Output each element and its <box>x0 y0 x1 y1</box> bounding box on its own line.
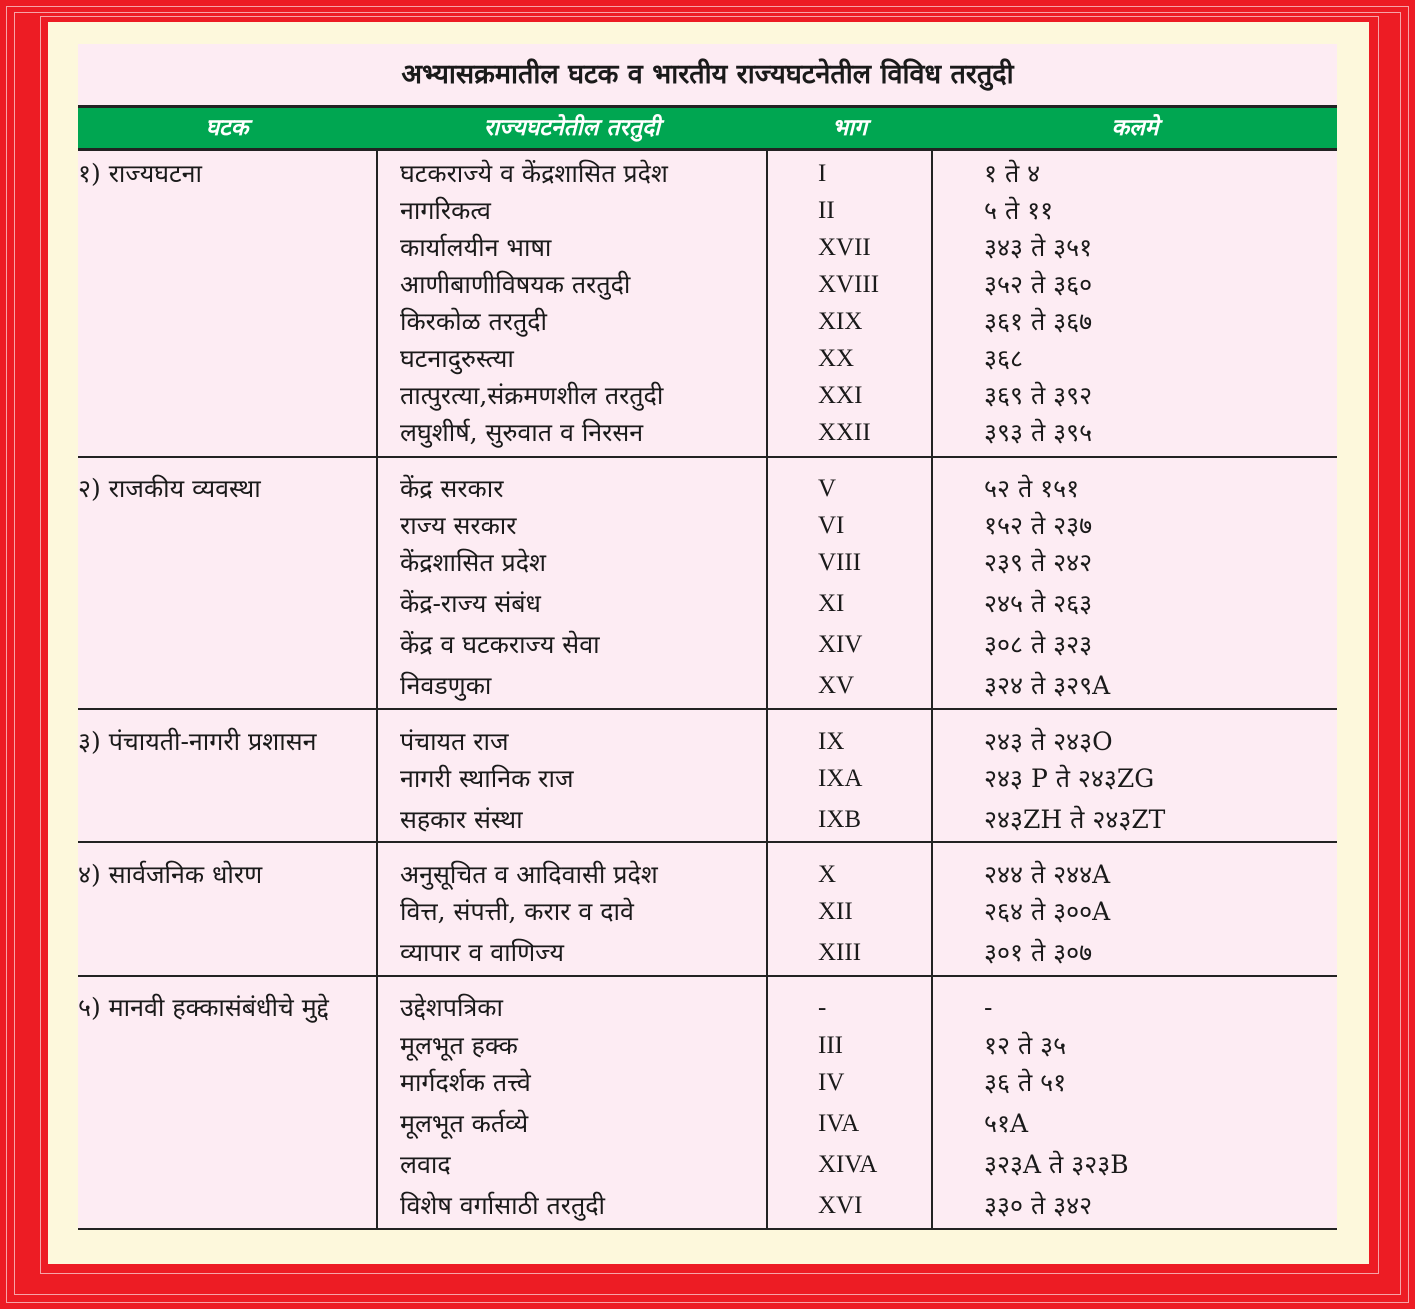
articles-cell: १ ते ४ <box>984 159 1041 188</box>
group-divider <box>78 456 1337 458</box>
part-cell: XIVA <box>818 1151 878 1178</box>
articles-cell: ५२ ते १५१ <box>984 474 1080 503</box>
header-component: घटक <box>205 115 249 141</box>
articles-cell: ३६१ ते ३६७ <box>984 307 1093 336</box>
articles-cell: २४५ ते २६३ <box>984 589 1093 618</box>
table-title: अभ्यासक्रमातील घटक व भारतीय राज्यघटनेतील विविध तरतुदी <box>401 59 1014 90</box>
provision-cell: किरकोळ तरतुदी <box>400 307 547 336</box>
provision-cell: निवडणुका <box>400 671 492 700</box>
provision-cell: केंद्र-राज्य संबंध <box>400 589 541 618</box>
provision-cell: मार्गदर्शक तत्त्वे <box>400 1068 531 1097</box>
group-divider <box>78 708 1337 710</box>
provision-cell: घटनादुरुस्त्या <box>400 344 514 373</box>
articles-cell: ३५२ ते ३६० <box>984 270 1093 299</box>
component-label: ४) सार्वजनिक धोरण <box>78 860 263 889</box>
part-cell: X <box>818 861 837 888</box>
provision-cell: विशेष वर्गासाठी तरतुदी <box>400 1191 606 1220</box>
part-cell: XIX <box>818 308 863 335</box>
articles-cell: २४४ ते २४४A <box>984 860 1111 889</box>
articles-cell: ३२४ ते ३२९A <box>984 671 1111 700</box>
part-cell: XXII <box>818 419 871 446</box>
articles-cell: २३९ ते २४२ <box>984 548 1093 577</box>
column-divider <box>376 150 378 1230</box>
articles-cell: १२ ते ३५ <box>984 1031 1067 1060</box>
provision-cell: घटकराज्ये व केंद्रशासित प्रदेश <box>400 159 668 188</box>
provision-cell: राज्य सरकार <box>400 511 517 540</box>
articles-cell: १५२ ते २३७ <box>984 511 1093 540</box>
provision-cell: वित्त, संपत्ती, करार व दावे <box>400 897 634 926</box>
part-cell: XIII <box>818 939 862 966</box>
provision-cell: नागरिकत्व <box>400 196 491 225</box>
group-divider <box>78 975 1337 977</box>
provision-cell: अनुसूचित व आदिवासी प्रदेश <box>400 860 658 889</box>
column-divider <box>931 150 933 1230</box>
part-cell: IXA <box>818 765 863 792</box>
provision-cell: लवाद <box>400 1150 451 1179</box>
component-label: ३) पंचायती-नागरी प्रशासन <box>78 727 317 756</box>
articles-cell: ३६ ते ५१ <box>984 1068 1067 1097</box>
provision-cell: मूलभूत कर्तव्ये <box>400 1109 529 1138</box>
column-divider <box>766 150 768 1230</box>
articles-cell: २४३ P ते २४३ZG <box>984 764 1155 793</box>
provision-cell: आणीबाणीविषयक तरतुदी <box>400 270 631 299</box>
part-cell: IXB <box>818 806 862 833</box>
part-cell: I <box>818 160 827 187</box>
articles-cell: ३०८ ते ३२३ <box>984 630 1093 659</box>
provision-cell: केंद्र सरकार <box>400 474 504 503</box>
provision-cell: लघुशीर्ष, सुरुवात व निरसन <box>400 418 644 447</box>
articles-cell: ३२३A ते ३२३B <box>984 1150 1129 1179</box>
part-cell: IV <box>818 1069 845 1096</box>
part-cell: XVIII <box>818 271 880 298</box>
part-cell: II <box>818 197 835 224</box>
part-cell: IVA <box>818 1110 860 1137</box>
group-divider <box>78 1228 1337 1230</box>
header-provision: राज्यघटनेतील तरतुदी <box>483 115 661 141</box>
provision-cell: कार्यालयीन भाषा <box>400 233 552 262</box>
articles-cell: ३९३ ते ३९५ <box>984 418 1093 447</box>
part-cell: VIII <box>818 549 862 576</box>
articles-cell: ३३० ते ३४२ <box>984 1191 1093 1220</box>
part-cell: III <box>818 1032 843 1059</box>
articles-cell: ३६९ ते ३९२ <box>984 381 1093 410</box>
part-cell: XXI <box>818 382 863 409</box>
provision-cell: मूलभूत हक्क <box>400 1031 518 1060</box>
provision-cell: तात्पुरत्या,संक्रमणशील तरतुदी <box>400 381 664 410</box>
table-header-row <box>78 105 1337 151</box>
part-cell: XX <box>818 345 855 372</box>
articles-cell: ३६८ <box>984 344 1024 373</box>
part-cell: - <box>818 994 827 1021</box>
provision-cell: पंचायत राज <box>400 727 509 756</box>
component-label: २) राजकीय व्यवस्था <box>78 474 261 503</box>
part-cell: XVI <box>818 1192 863 1219</box>
articles-cell: २६४ ते ३००A <box>984 897 1111 926</box>
provision-cell: केंद्रशासित प्रदेश <box>400 548 547 577</box>
part-cell: XI <box>818 590 845 617</box>
provision-cell: उद्देशपत्रिका <box>400 993 503 1022</box>
articles-cell: ५१A <box>984 1109 1029 1138</box>
provision-cell: केंद्र व घटकराज्य सेवा <box>400 630 600 659</box>
articles-cell: ३४३ ते ३५१ <box>984 233 1093 262</box>
articles-cell: ५ ते ११ <box>984 196 1054 225</box>
group-divider <box>78 841 1337 843</box>
part-cell: V <box>818 475 837 502</box>
part-cell: XV <box>818 672 855 699</box>
part-cell: XII <box>818 898 853 925</box>
articles-cell: २४३ ते २४३O <box>984 727 1113 756</box>
component-label: ५) मानवी हक्कासंबंधीचे मुद्दे <box>78 993 329 1022</box>
part-cell: XIV <box>818 631 863 658</box>
articles-cell: २४३ZH ते २४३ZT <box>984 805 1166 834</box>
header-articles: कलमे <box>1111 115 1159 141</box>
provision-cell: व्यापार व वाणिज्य <box>400 938 564 967</box>
articles-cell: ३०१ ते ३०७ <box>984 938 1093 967</box>
component-label: १) राज्यघटना <box>78 159 202 188</box>
provision-cell: सहकार संस्था <box>400 805 523 834</box>
provisions-table <box>78 44 1337 1230</box>
provision-cell: नागरी स्थानिक राज <box>400 764 574 793</box>
part-cell: IX <box>818 728 845 755</box>
part-cell: XVII <box>818 234 871 261</box>
articles-cell: - <box>984 993 993 1022</box>
part-cell: VI <box>818 512 845 539</box>
header-part: भाग <box>831 115 868 141</box>
